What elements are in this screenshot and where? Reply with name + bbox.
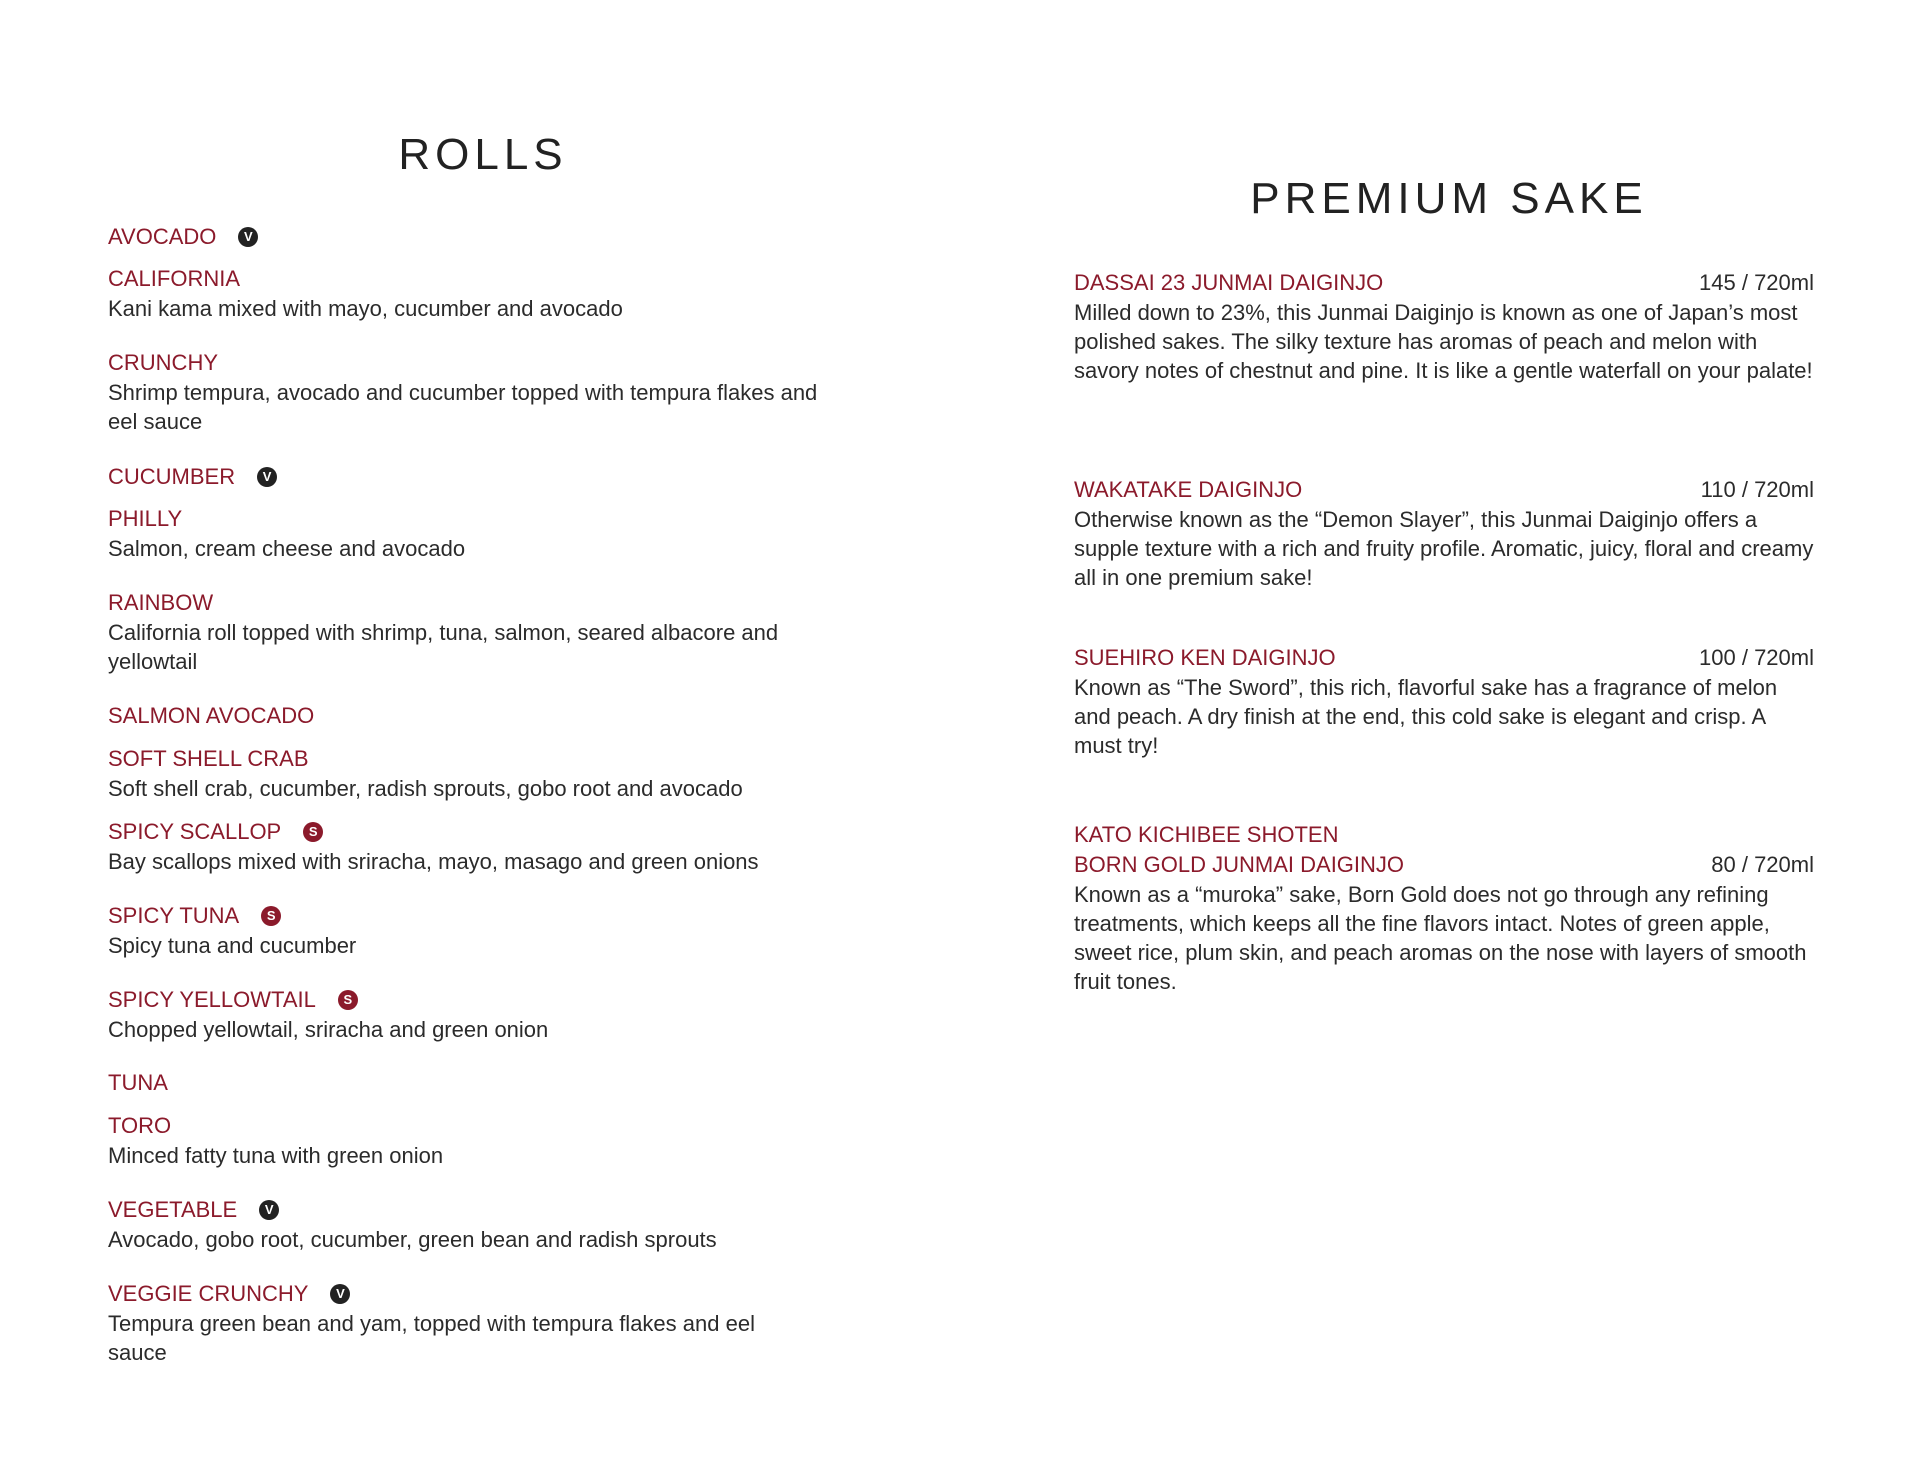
- item-name: SPICY TUNA: [108, 903, 240, 928]
- menu-item-cucumber: [108, 462, 277, 492]
- sake-price: 100 / 720ml: [1699, 645, 1814, 670]
- item-name: SPICY SCALLOP: [108, 819, 282, 844]
- menu-item-spicy-tuna: [108, 901, 868, 960]
- sake-description: Known as “The Sword”, this rich, flavorful sake has a fragrance of melon and peach. A dry finish at the end, this cold sake is elegant and crisp. A must try!: [1074, 675, 1778, 758]
- sake-name: SUEHIRO KEN DAIGINJO: [1074, 645, 1336, 670]
- menu-item-soft-shell-crab: [108, 744, 868, 803]
- sake-title: PREMIUM SAKE: [1250, 174, 1648, 223]
- sake-name: WAKATAKE DAIGINJO: [1074, 477, 1303, 502]
- item-description: Shrimp tempura, avocado and cucumber topped with tempura flakes and eel sauce: [108, 380, 818, 434]
- item-description: Kani kama mixed with mayo, cucumber and avocado: [108, 296, 623, 321]
- menu-item-rainbow: [108, 588, 848, 676]
- sake-price: 80 / 720ml: [1711, 852, 1814, 877]
- item-description: Avocado, gobo root, cucumber, green bean and radish sprouts: [108, 1227, 717, 1252]
- item-name: SALMON AVOCADO: [108, 703, 315, 728]
- item-description: California roll topped with shrimp, tuna, salmon, seared albacore and yellowtail: [108, 620, 779, 674]
- vegetarian-icon: V: [330, 1284, 350, 1304]
- item-description: Spicy tuna and cucumber: [108, 933, 357, 958]
- menu-item-toro: [108, 1111, 868, 1170]
- sake-price: 110 / 720ml: [1700, 477, 1814, 502]
- item-name: RAINBOW: [108, 590, 214, 615]
- sake-description: Milled down to 23%, this Junmai Daiginjo is known as one of Japan’s most polished sakes. The silky texture has aromas of peach and melon with savory notes of chestnut and pine. It is like a gentle waterfall on your palate!: [1074, 300, 1813, 383]
- menu-item-tuna: [108, 1068, 168, 1098]
- sake-item-suehiro: [1074, 643, 1814, 760]
- item-description: Minced fatty tuna with green onion: [108, 1143, 444, 1168]
- sake-item-born-gold: [1074, 820, 1814, 996]
- item-name: TORO: [108, 1113, 172, 1138]
- item-name: SOFT SHELL CRAB: [108, 746, 309, 771]
- item-name: SPICY YELLOWTAIL: [108, 987, 316, 1012]
- item-name: PHILLY: [108, 506, 183, 531]
- item-name: CALIFORNIA: [108, 266, 241, 291]
- rolls-title: ROLLS: [398, 130, 568, 179]
- sake-name: BORN GOLD JUNMAI DAIGINJO: [1074, 852, 1405, 877]
- sake-item-dassai: [1074, 268, 1814, 385]
- sake-description: Otherwise known as the “Demon Slayer”, this Junmai Daiginjo offers a supple texture with a rich and fruity profile. Aromatic, juicy, floral and creamy all in one premium sake!: [1074, 507, 1814, 590]
- sake-description: Known as a “muroka” sake, Born Gold does not go through any refining treatments, which keeps all the fine flavors intact. Notes of green apple, sweet rice, plum skin, and peach aromas on the nose with layers of smooth fruit tones.: [1074, 882, 1807, 994]
- menu-item-salmon-avocado: [108, 701, 314, 731]
- vegetarian-icon: V: [238, 227, 258, 247]
- item-name: CUCUMBER: [108, 464, 236, 489]
- sake-price: 145 / 720ml: [1699, 270, 1814, 295]
- vegetarian-icon: V: [257, 467, 277, 487]
- menu-item-vegetable: [108, 1195, 868, 1254]
- menu-item-california: [108, 264, 868, 323]
- sake-item-wakatake: [1074, 475, 1814, 592]
- item-name: TUNA: [108, 1070, 168, 1095]
- menu-item-avocado: [108, 222, 258, 252]
- sake-producer: KATO KICHIBEE SHOTEN: [1074, 822, 1339, 847]
- menu-item-philly: [108, 504, 868, 563]
- spicy-icon: S: [338, 990, 358, 1010]
- menu-item-spicy-yellowtail: [108, 985, 868, 1044]
- spicy-icon: S: [261, 906, 281, 926]
- item-name: VEGETABLE: [108, 1197, 238, 1222]
- item-description: Tempura green bean and yam, topped with tempura flakes and eel sauce: [108, 1311, 755, 1365]
- menu-item-crunchy: [108, 348, 848, 436]
- item-description: Chopped yellowtail, sriracha and green onion: [108, 1017, 549, 1042]
- menu-item-spicy-scallop: [108, 817, 868, 876]
- sake-name: DASSAI 23 JUNMAI DAIGINJO: [1074, 270, 1384, 295]
- vegetarian-icon: V: [259, 1200, 279, 1220]
- item-name: VEGGIE CRUNCHY: [108, 1281, 309, 1306]
- item-description: Bay scallops mixed with sriracha, mayo, masago and green onions: [108, 849, 759, 874]
- spicy-icon: S: [303, 822, 323, 842]
- item-description: Salmon, cream cheese and avocado: [108, 536, 466, 561]
- item-name: CRUNCHY: [108, 350, 218, 375]
- item-description: Soft shell crab, cucumber, radish sprouts, gobo root and avocado: [108, 776, 743, 801]
- item-name: AVOCADO: [108, 224, 217, 249]
- menu-item-veggie-crunchy: [108, 1279, 798, 1367]
